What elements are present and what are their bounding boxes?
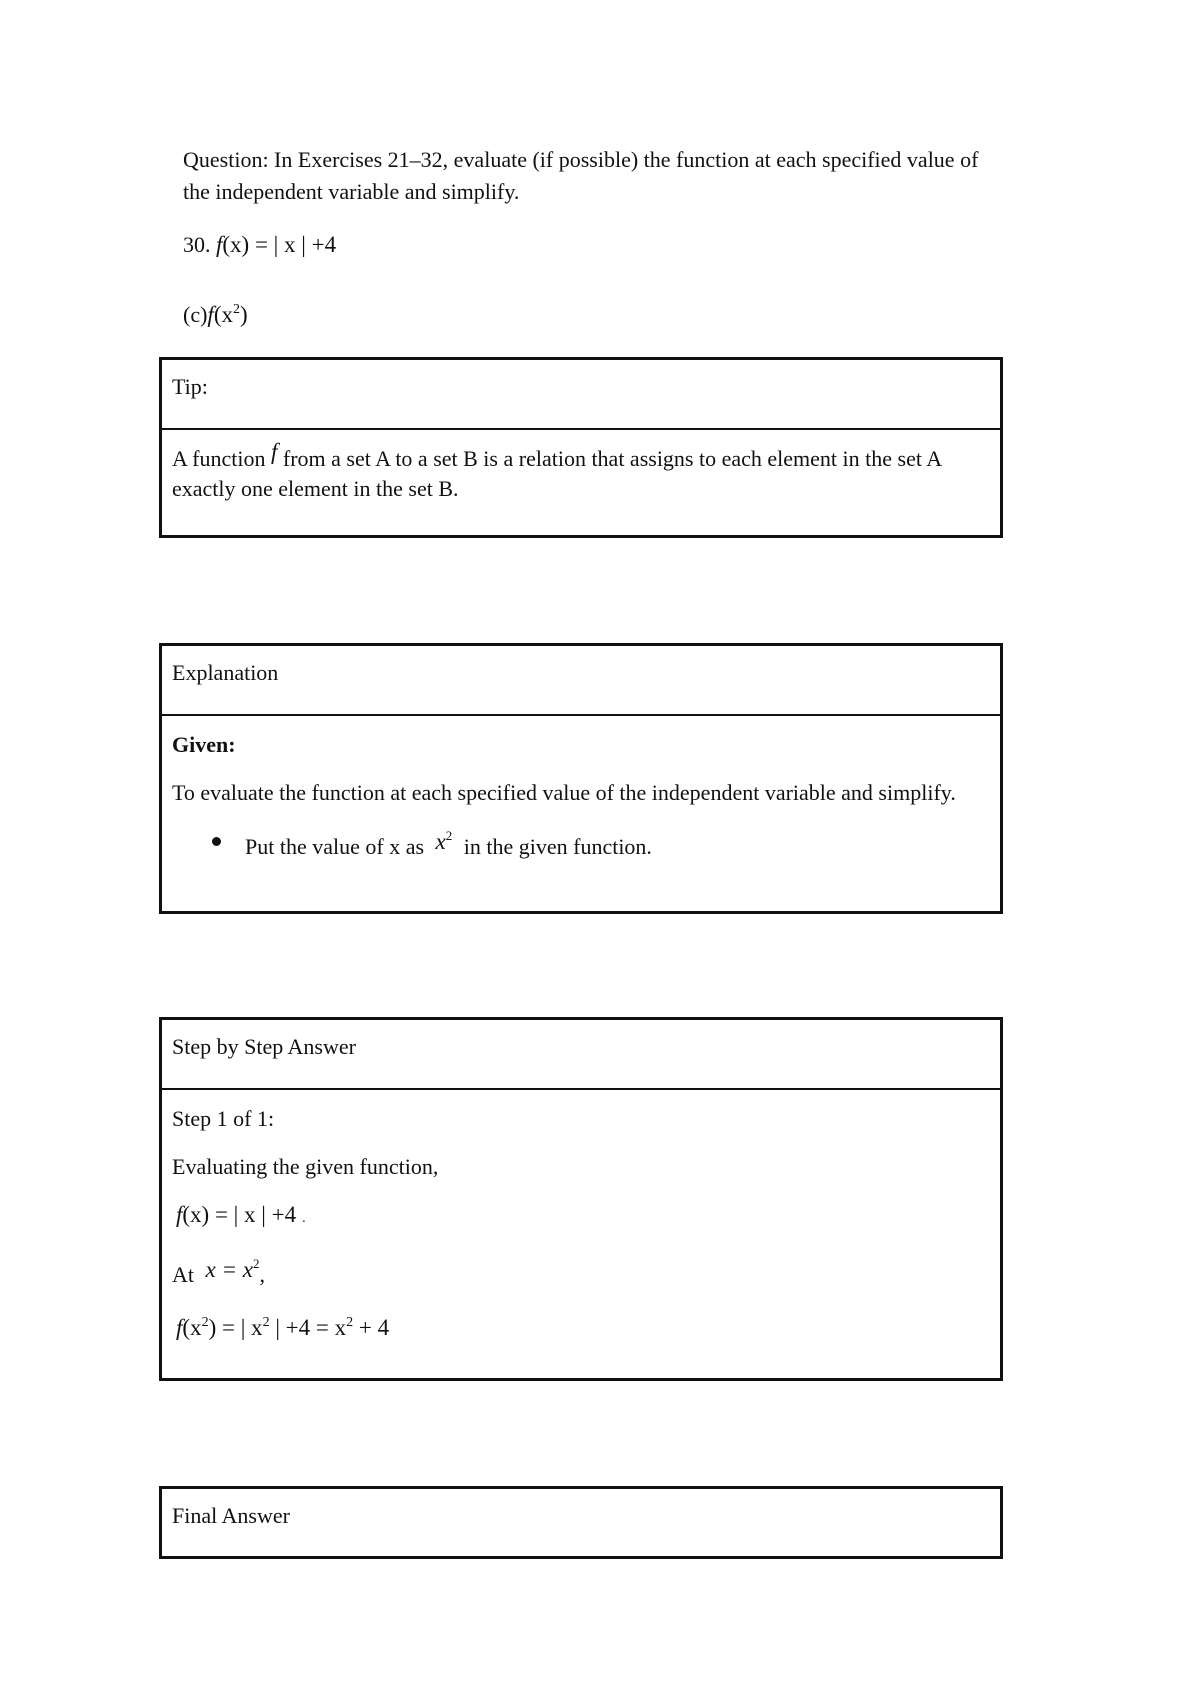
subpart-function-symbol: f	[207, 302, 214, 327]
eq1-period: .	[302, 1211, 306, 1226]
eq2-part-c: | +4 = x	[269, 1315, 347, 1340]
tip-heading: Tip:	[162, 360, 1000, 430]
step-intro: Evaluating the given function,	[172, 1154, 439, 1179]
function-definition: (x) = | x | +4	[222, 232, 337, 257]
eq2-exponent-c: 2	[346, 1315, 354, 1330]
bullet-variable: x	[435, 829, 446, 854]
eq2-part-a: (x	[182, 1315, 202, 1340]
explanation-heading: Explanation	[162, 646, 1000, 716]
bullet-math	[436, 829, 453, 854]
list-item	[172, 826, 990, 862]
subpart-arg-open: (x	[213, 302, 233, 327]
eq2-part-b: ) = | x	[208, 1315, 263, 1340]
bullet-text-before: Put the value of x as	[245, 834, 425, 859]
problem-statement	[183, 232, 336, 258]
substitution-line	[172, 1254, 990, 1290]
at-label: At	[172, 1262, 194, 1287]
given-text: To evaluate the function at each specified value of the independent variable and simplify.	[172, 780, 956, 805]
subpart-expression	[207, 302, 247, 327]
problem-function	[216, 232, 336, 257]
equation-1	[176, 1200, 990, 1234]
step-answer-body	[162, 1090, 1000, 1375]
tip-text-after: from a set A to a set B is a relation that assigns to each element in the set A exactly one element in the set B.	[172, 446, 941, 501]
problem-number: 30.	[183, 232, 211, 257]
tip-text-before: A function	[172, 446, 266, 471]
explanation-box	[159, 643, 1003, 914]
step-answer-heading: Step by Step Answer	[162, 1020, 1000, 1090]
bullet-text-after: in the given function.	[463, 834, 652, 859]
bullet-icon	[212, 837, 221, 846]
final-answer-heading: Final Answer	[172, 1503, 290, 1528]
eq2-function-symbol: f	[176, 1315, 183, 1340]
tip-body	[162, 430, 1000, 516]
substitution-exponent: 2	[252, 1256, 260, 1271]
substitution-math	[206, 1257, 260, 1282]
bullet-exponent: 2	[445, 828, 453, 843]
subpart-c	[183, 302, 248, 328]
question-text: Question: In Exercises 21–32, evaluate (if possible) the function at each specified value of the independent variable and simplify.	[183, 147, 979, 204]
tip-box	[159, 357, 1003, 538]
subpart-arg-close: )	[239, 302, 248, 327]
subpart-label: (c)	[183, 302, 208, 327]
function-symbol: f	[216, 232, 223, 257]
eq2-exponent-b: 2	[262, 1315, 270, 1330]
step-answer-box	[159, 1017, 1003, 1381]
tip-function-symbol: f	[271, 439, 278, 464]
explanation-body	[162, 716, 1000, 874]
eq1-body: (x) = | x | +4	[182, 1202, 297, 1227]
substitution-expression: x = x	[205, 1257, 253, 1282]
final-answer-box	[159, 1486, 1003, 1559]
eq2-part-d: + 4	[353, 1315, 390, 1340]
eq1-function-symbol: f	[176, 1202, 183, 1227]
eq2-exponent-a: 2	[201, 1315, 209, 1330]
substitution-comma: ,	[259, 1262, 265, 1287]
equation-2	[176, 1308, 990, 1343]
subpart-arg-exponent: 2	[232, 302, 240, 317]
given-label: Given:	[172, 732, 236, 757]
step-label: Step 1 of 1:	[172, 1106, 275, 1131]
